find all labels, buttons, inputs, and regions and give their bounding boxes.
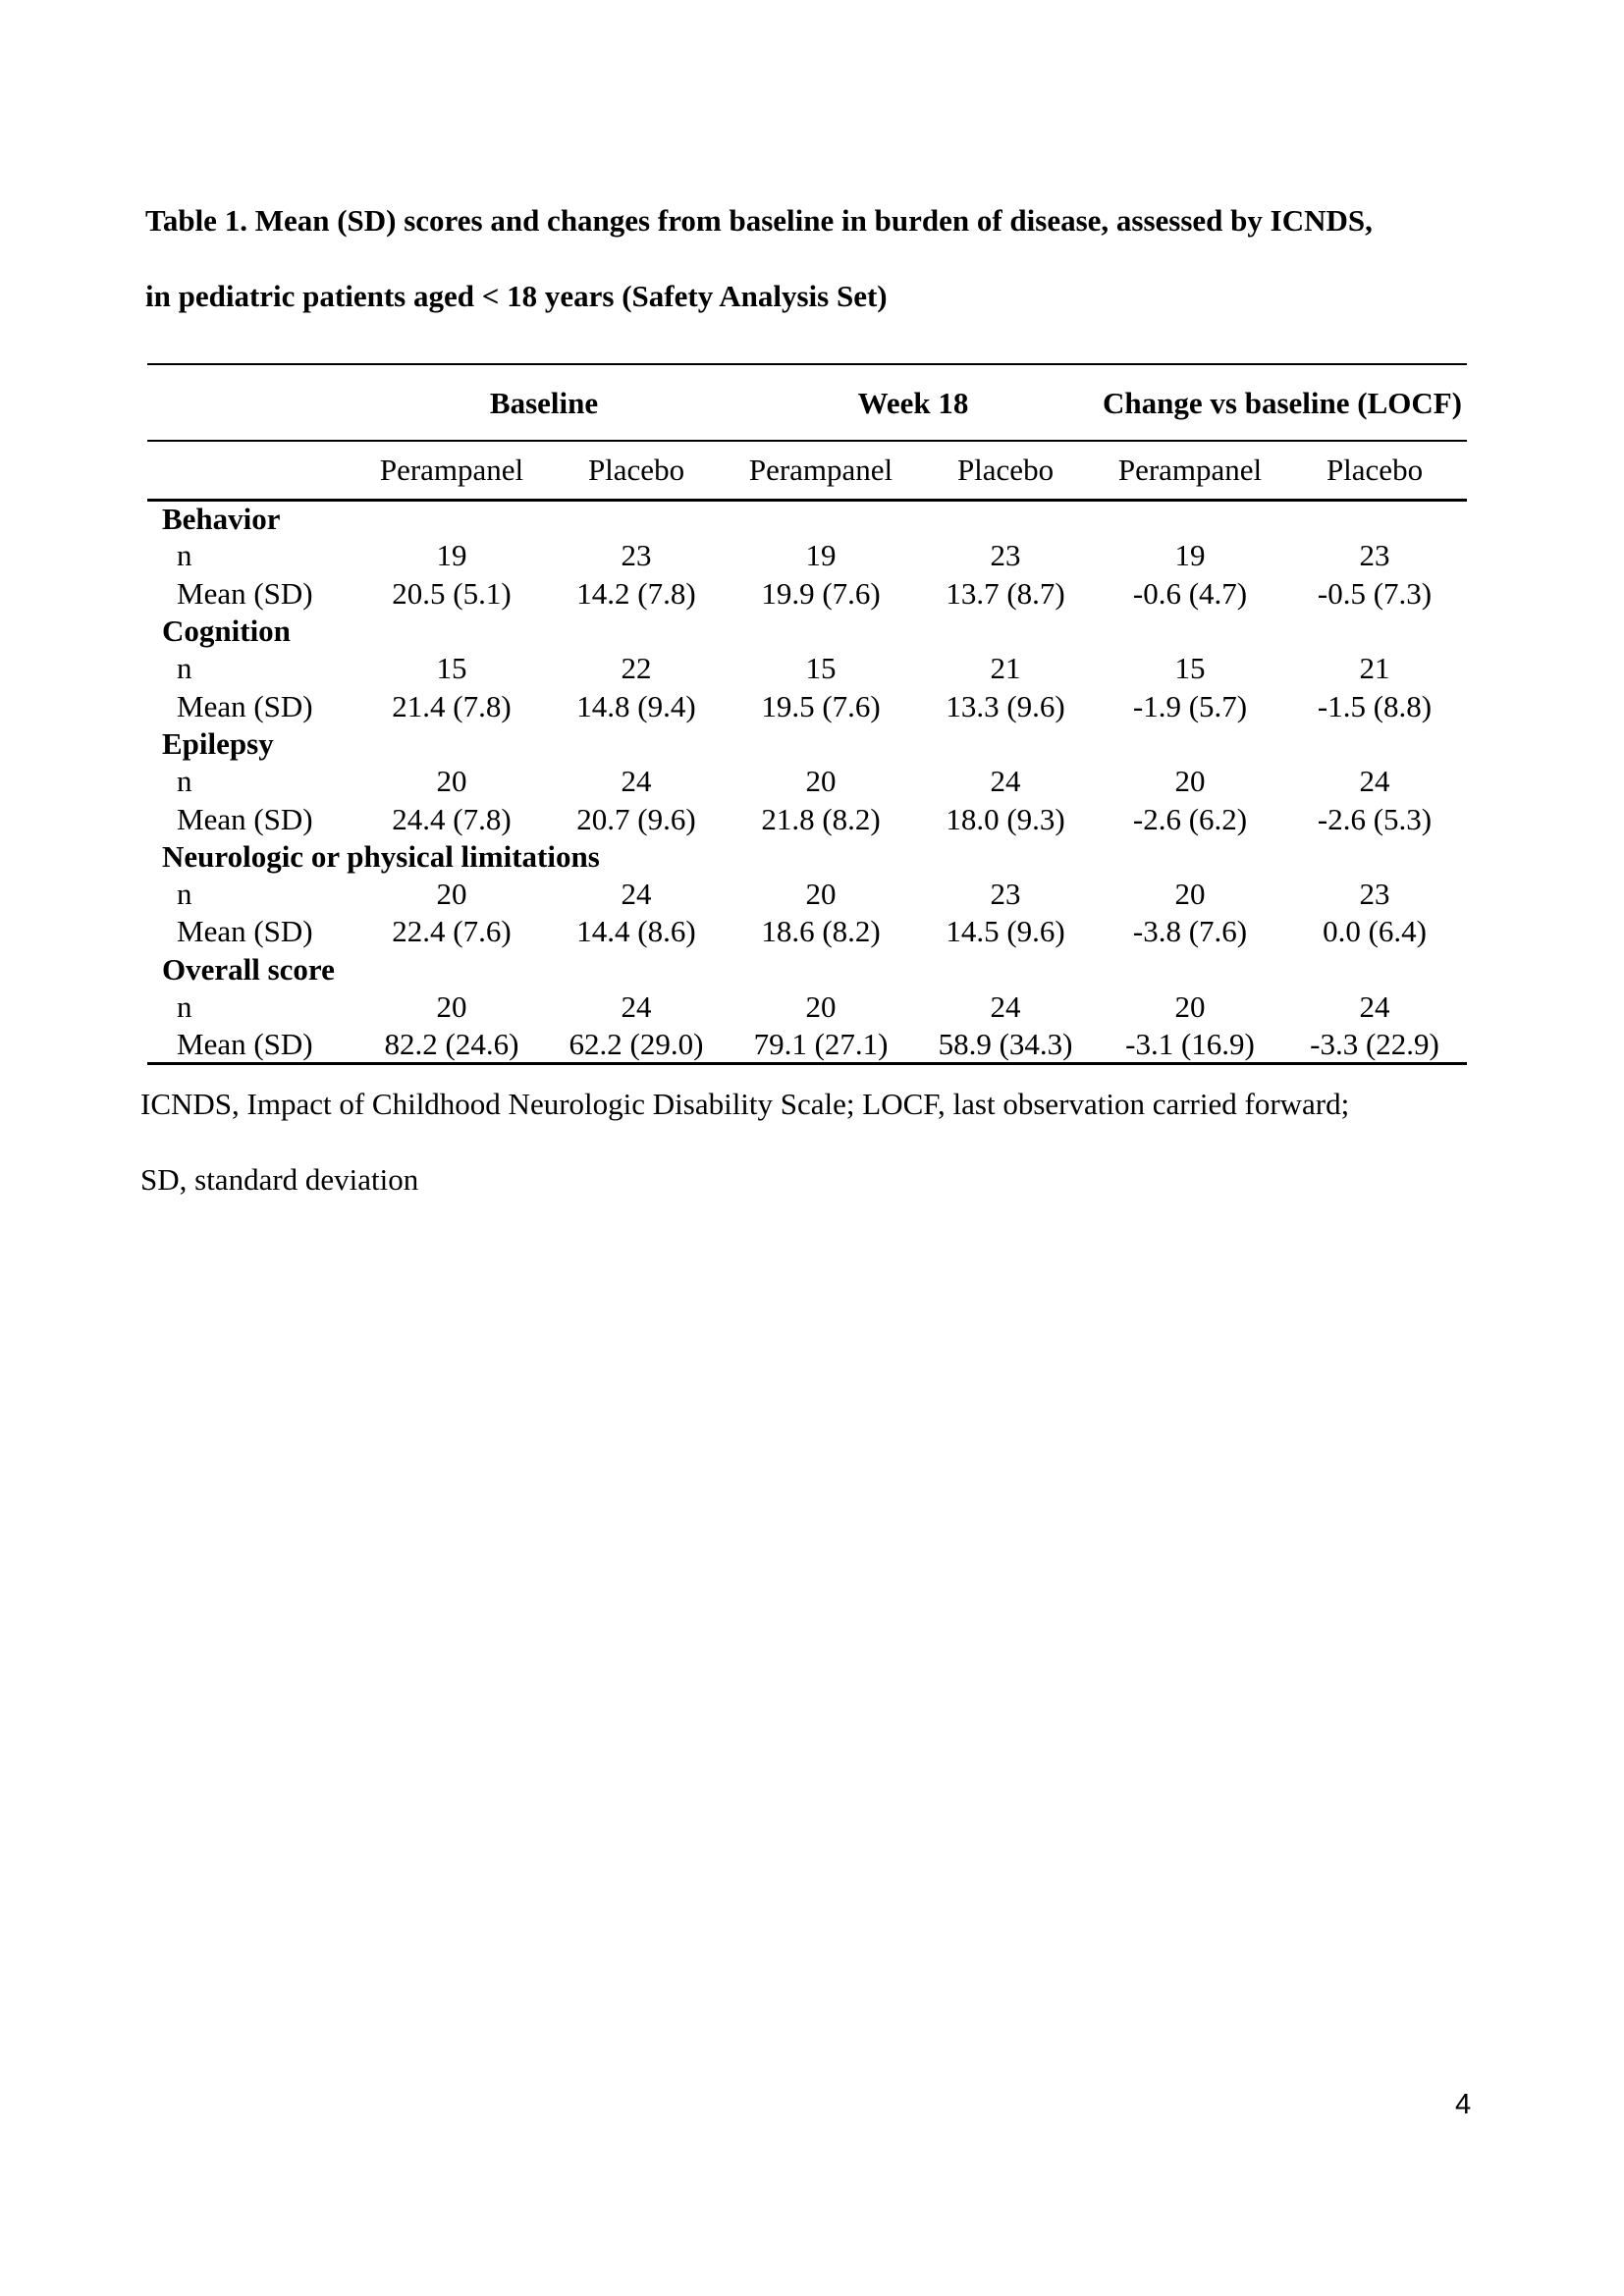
table-cell: 23: [1359, 538, 1390, 573]
row-label-n: n: [177, 538, 192, 573]
page-number: 4: [1455, 2089, 1472, 2120]
row-label-mean-sd: Mean (SD): [177, 688, 313, 723]
subheader-baseline-placebo: Placebo: [587, 452, 685, 487]
table-cell: 24: [1359, 989, 1390, 1024]
treatment-header-row: [147, 441, 1467, 500]
table-cell: 24: [990, 764, 1021, 799]
table-cell: -3.8 (7.6): [1132, 914, 1248, 949]
table-cell: 24: [621, 877, 652, 912]
row-label-n: n: [177, 764, 192, 799]
table-cell: 22: [621, 651, 652, 686]
table-cell: 13.7 (8.7): [946, 575, 1065, 611]
column-group-header-row: [147, 364, 1467, 441]
table-cell: 19.9 (7.6): [761, 575, 881, 611]
row-label-mean-sd: Mean (SD): [177, 1026, 313, 1061]
epilepsy-n-row: [147, 763, 1467, 800]
cognition-mean-row: [147, 687, 1467, 724]
table-cell: -1.9 (5.7): [1132, 688, 1248, 723]
behavior-mean-row: [147, 575, 1467, 613]
epilepsy-mean-row: [147, 800, 1467, 837]
section-label: Neurologic or physical limitations: [162, 838, 600, 874]
table-cell: 58.9 (34.3): [938, 1026, 1073, 1061]
table-cell: 13.3 (9.6): [946, 688, 1065, 723]
footnote-line-1: ICNDS, Impact of Childhood Neurologic Disability Scale; LOCF, last observation carried forward;: [140, 1087, 1350, 1121]
table-cell: 14.8 (9.4): [576, 688, 696, 723]
subheader-change-perampanel: Perampanel: [1117, 452, 1263, 487]
table-cell: 20.5 (5.1): [392, 575, 512, 611]
col-group-change-vs-baseline: Change vs baseline (LOCF): [1103, 385, 1463, 420]
row-label-n: n: [177, 877, 192, 912]
table-cell: -0.6 (4.7): [1132, 575, 1248, 611]
table-cell: 20: [436, 764, 467, 799]
table-cell: 24.4 (7.8): [392, 801, 512, 836]
col-group-week-18: Week 18: [857, 385, 969, 420]
table-cell: 23: [990, 538, 1021, 573]
section-label: Epilepsy: [162, 725, 274, 761]
table-cell: 20: [1174, 764, 1206, 799]
results-table: [147, 363, 1467, 1065]
footnote-line-2: SD, standard deviation: [140, 1162, 419, 1197]
table-cell: 21.8 (8.2): [761, 801, 881, 836]
table-title-line-2: in pediatric patients aged < 18 years (Safety Analysis Set): [145, 279, 888, 313]
table-cell: 20.7 (9.6): [576, 801, 696, 836]
table-cell: 19: [1174, 538, 1206, 573]
col-group-baseline: Baseline: [489, 385, 599, 420]
section-row-overall-score: [147, 951, 1467, 988]
table-cell: 24: [1359, 764, 1390, 799]
section-row-behavior: [147, 500, 1467, 537]
table-cell: 20: [805, 877, 837, 912]
row-label-mean-sd: Mean (SD): [177, 801, 313, 836]
neurologic-n-row: [147, 876, 1467, 913]
table-cell: -2.6 (6.2): [1132, 801, 1248, 836]
table-cell: -2.6 (5.3): [1317, 801, 1433, 836]
table-cell: -3.3 (22.9): [1310, 1026, 1439, 1061]
table-cell: 82.2 (24.6): [384, 1026, 519, 1061]
table-cell: 20: [805, 764, 837, 799]
table-cell: 24: [621, 989, 652, 1024]
overall-mean-row: [147, 1026, 1467, 1063]
table-cell: 18.0 (9.3): [946, 801, 1065, 836]
section-label: Cognition: [162, 614, 291, 649]
table-title: [145, 183, 1540, 334]
table-cell: 15: [805, 651, 837, 686]
table-cell: 23: [990, 877, 1021, 912]
row-label-mean-sd: Mean (SD): [177, 575, 313, 611]
table-cell: 24: [621, 764, 652, 799]
table-cell: 21: [990, 651, 1021, 686]
subheader-week18-perampanel: Perampanel: [748, 452, 893, 487]
table-cell: 19.5 (7.6): [761, 688, 881, 723]
cognition-n-row: [147, 650, 1467, 687]
table-cell: 14.2 (7.8): [576, 575, 696, 611]
row-label-n: n: [177, 651, 192, 686]
subheader-week18-placebo: Placebo: [956, 452, 1055, 487]
table-cell: 21.4 (7.8): [392, 688, 512, 723]
behavior-n-row: [147, 537, 1467, 574]
table-cell: 20: [1174, 877, 1206, 912]
table-cell: 18.6 (8.2): [761, 914, 881, 949]
subheader-baseline-perampanel: Perampanel: [379, 452, 524, 487]
table-cell: -1.5 (8.8): [1317, 688, 1433, 723]
table-cell: 23: [1359, 877, 1390, 912]
section-row-epilepsy: [147, 725, 1467, 763]
table-cell: 20: [1174, 989, 1206, 1024]
table-cell: 14.4 (8.6): [576, 914, 696, 949]
subheader-change-placebo: Placebo: [1326, 452, 1424, 487]
table-cell: 79.1 (27.1): [753, 1026, 889, 1061]
neurologic-mean-row: [147, 913, 1467, 950]
table-cell: 19: [805, 538, 837, 573]
table-title-line-1: Table 1. Mean (SD) scores and changes from baseline in burden of disease, assessed by ICNDS,: [145, 203, 1373, 238]
row-label-n: n: [177, 989, 192, 1024]
table-cell: 23: [621, 538, 652, 573]
empty-header-cell: [147, 364, 359, 441]
table-cell: 20: [436, 877, 467, 912]
table-cell: 21: [1359, 651, 1390, 686]
table-cell: 19: [436, 538, 467, 573]
table-cell: 14.5 (9.6): [946, 914, 1065, 949]
table-cell: 20: [805, 989, 837, 1024]
section-row-neurologic: [147, 838, 1467, 876]
section-label: Behavior: [162, 501, 281, 536]
table-cell: 15: [1174, 651, 1206, 686]
table-cell: -3.1 (16.9): [1125, 1026, 1255, 1061]
table-cell: 15: [436, 651, 467, 686]
table-cell: 24: [990, 989, 1021, 1024]
section-label: Overall score: [162, 951, 335, 987]
row-label-mean-sd: Mean (SD): [177, 914, 313, 949]
table-cell: -0.5 (7.3): [1317, 575, 1433, 611]
empty-header-cell: [147, 441, 359, 500]
table-cell: 62.2 (29.0): [568, 1026, 704, 1061]
table-cell: 20: [436, 989, 467, 1024]
table-cell: 0.0 (6.4): [1323, 914, 1427, 949]
table-footnote: [140, 1066, 1535, 1217]
overall-n-row: [147, 988, 1467, 1026]
section-row-cognition: [147, 613, 1467, 650]
table-cell: 22.4 (7.6): [392, 914, 512, 949]
